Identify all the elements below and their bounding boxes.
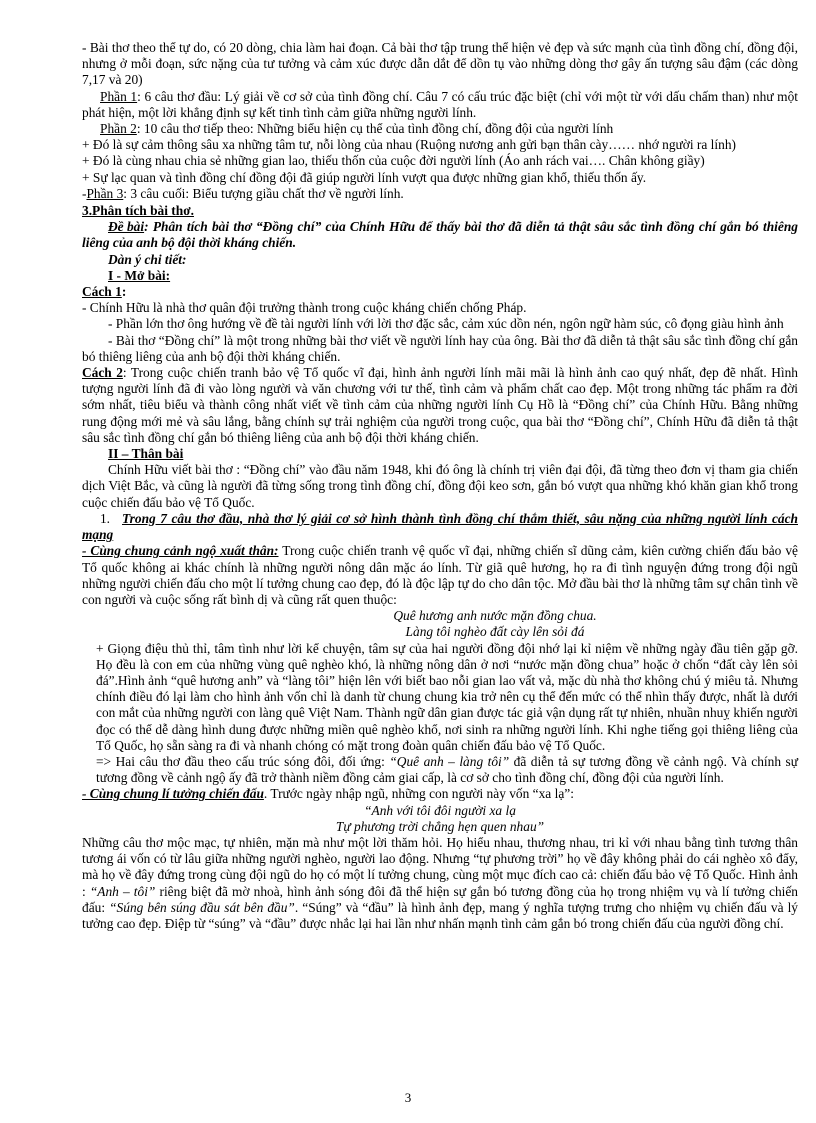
cc2-label: - Cùng chung lí tưởng chiến đấu: [82, 786, 264, 802]
cach1-colon: :: [121, 284, 127, 300]
debai: [82, 219, 798, 251]
part3-line: [82, 186, 798, 202]
cach1-label: Cách 1: [82, 284, 122, 300]
final-paragraph: [82, 835, 798, 932]
bullet-2: + Đó là cùng nhau chia sẻ những gian lao, thiếu thốn của cuộc đời người lính (Áo anh rách vai…. Chân không giầy): [82, 153, 705, 169]
arrow-conclusion: [82, 754, 798, 786]
part2-label: Phần 2: [100, 121, 137, 137]
page-number: 3: [404, 1090, 412, 1105]
cach1-p1: - Chính Hữu là nhà thơ quân đội trưởng thành trong cuộc kháng chiến chống Pháp.: [82, 300, 527, 316]
cach1-p2: - Phần lớn thơ ông hướng về đề tài người lính với lời thơ đặc sắc, cảm xúc dồn nén, ngôn ngữ hàm súc, cô đọng giàu hình ảnh: [108, 316, 784, 332]
verse-line-4: Tự phương trời chẳng hẹn quen nhau”: [335, 818, 545, 834]
final-italic-2: “Súng bên súng đầu sát bên đầu”: [109, 899, 295, 915]
bullet-1: + Đó là sự cảm thông sâu xa những tâm tư, nỗi lòng của nhau (Ruộng nương anh gửi bạn thân cày…… nhớ người ra lính): [82, 137, 736, 153]
arrow-prefix: => Hai câu thơ đầu theo cấu trúc sóng đôi, đối ứng:: [96, 753, 390, 769]
cach2-text: : Trong cuộc chiến tranh bảo vệ Tổ quốc vĩ đại, hình ảnh người lính mãi mãi là hình ảnh cao quý nhất, đẹp đẽ nhất. Hình tượng người lính đã đi vào lòng người và văn chương với tư thế, tình cảm và phẩm chất cao đẹp. Một trong những tác phẩm ra đời sớm nhất, tiêu biểu và thành công nhất viết về tình cảm của những người lính Cụ Hồ là “Đồng chí” của Chính Hữu. Bằng những rung động mới mẻ và sâu lắng, bằng chính sự trải nghiệm của người trong cuộc, qua bài thơ “Đồng chí”, Chính Hữu đã diễn tả thật sâu sắc tình đồng chí gắn bó thiêng liêng của anh bộ đội thời kháng chiến.: [82, 365, 798, 445]
part3-text: : 3 câu cuối: Biểu tượng giầu chất thơ về người lính.: [123, 185, 404, 201]
part1-text: : 6 câu thơ đầu: Lý giải về cơ sở của tình đồng chí. Câu 7 có cấu trúc đặc biệt (chỉ với một từ với dấu chấm than) như một phát hiện, một lời khẳng định sự kết tinh tình cảm giữa những người lính.: [82, 88, 799, 120]
bullet-3: + Sự lạc quan và tình đồng chí đồng đội đã giúp người lính vượt qua được những gian khổ, thiếu thốn ấy.: [82, 169, 647, 185]
part3-prefix: -: [82, 185, 87, 201]
thanbai-heading: II – Thân bài: [108, 446, 184, 462]
verse-line-1: Quê hương anh nước mặn đồng chua.: [393, 608, 597, 624]
thanbai-p1: Chính Hữu viết bài thơ : “Đồng chí” vào đầu năm 1948, khi đó ông là chính trị viên đại đội, đã từng theo đơn vị tham gia chiến dịch Việt Bắc, và cũng là người đã từng sống trong tình đồng chí, đồng đội keo sơn, gắn bó vượt qua những khó khăn gian khổ trong cuộc chiến đấu bảo vệ Tổ Quốc.: [82, 462, 798, 510]
final-italic-1: “Anh – tôi”: [89, 883, 156, 899]
part2-line: [82, 121, 798, 137]
section-heading: 3.Phân tích bài thơ.: [82, 203, 194, 219]
final-a: Những câu thơ mộc mạc, tự nhiên, mặn mà như một lời thăm hỏi. Họ hiểu nhau, thương nhau, tri kỉ với nhau bằng tình tương thân tương ái vốn có từ lâu giữa những người nghèo, người lao động. Nhưng “tự phương trời” họ về đây không phải do cái nghèo xô đẩy, mà họ về đây đứng trong cùng đội ngũ do họ có một lí tưởng chung, cùng một mục đích cao cả: chiến đấu bảo vệ Tổ Quốc. Hình ảnh :: [82, 834, 798, 899]
item-1-text: Trong 7 câu thơ đầu, nhà thơ lý giải cơ sở hình thành tình đồng chí thắm thiết, sâu nặng của những người lính cách mạng: [82, 510, 798, 543]
part1-line: [82, 89, 798, 121]
intro-paragraph: - Bài thơ theo thể tự do, có 20 dòng, chia làm hai đoạn. Cả bài thơ tập trung thể hiện vẻ đẹp và sức mạnh của tình đồng chí, đồng đội, nhưng ở mỗi đoạn, sức nặng của tư tưởng và cảm xúc được dẫn dắt để dồn tụ vào những dòng thơ gây ấn tượng sâu đậm (các dòng 7,17 và 20): [82, 40, 798, 88]
arrow-italic: “Quê anh – làng tôi”: [389, 753, 510, 769]
cc1-label: - Cùng chung cảnh ngộ xuất thân:: [82, 543, 279, 559]
analysis-plus: + Giọng điệu thủ thỉ, tâm tình như lời kể chuyện, tâm sự của hai người đồng đội nhớ lại kỉ niệm về những ngày đầu tiên gặp gỡ. Họ đều là con em của những vùng quê nghèo khó, là những nông dân ở nơi “nước mặn đồng chua” hoặc ở chốn “đất cày lên sỏi đá”.Hình ảnh “quê hương anh” và “làng tôi” hiện lên với biết bao nỗi gian lao vất vả, mặc dù nhà thơ không chú ý miêu tả. Nhưng chính điều đó lại làm cho hình ảnh vốn chỉ là danh từ chung chung kia trở nên cụ thể đến mức có thể nhìn thấy được, nhất là dưới con mắt của những người con làng quê Việt Nam. Thành ngữ dân gian được tác giả vận dụng rất tự nhiên, nhuần nhuỵ khiến người đọc có thể dễ dàng hình dung được những miền quê nghèo khổ, nơi sinh ra những người lính. Khi nghe tiếng gọi thiêng liêng của Tổ Quốc, họ sẵn sàng ra đi và nhanh chóng có mặt trong đoàn quân chiến đấu bảo vệ Tổ Quốc.: [96, 640, 798, 753]
cach2-paragraph: [82, 365, 798, 446]
cc1-paragraph: [82, 543, 798, 608]
part3-label: Phần 3: [86, 185, 124, 201]
part2-text: : 10 câu thơ tiếp theo: Những biểu hiện cụ thể của tình đồng chí, đồng đội của người lính: [136, 121, 614, 137]
verse-line-2: Làng tôi nghèo đất cày lên sỏi đá: [405, 624, 585, 640]
item-1-number: 1.: [99, 510, 110, 526]
cach1-line: [82, 284, 798, 300]
debai-text: : Phân tích bài thơ “Đồng chí” của Chính Hữu để thấy bài thơ đã diễn tả thật sâu sắc tình đồng chí gắn bó thiêng liêng của anh bộ đội thời kháng chiến.: [82, 219, 798, 251]
item-1: [82, 511, 798, 543]
cach2-label: Cách 2: [82, 365, 123, 381]
outline-heading: Dàn ý chi tiết:: [108, 251, 187, 267]
cc2-text: . Trước ngày nhập ngũ, những con người này vốn “xa lạ”:: [263, 786, 574, 802]
final-b: riêng biệt đã mờ nhoà, hình ảnh sóng đôi đã thể hiện sự gắn bó tương đồng của họ trong nhiệm vụ và lí tưởng chiến đấu:: [82, 883, 799, 915]
verse-line-3: “Anh với tôi đôi người xa lạ: [364, 802, 516, 818]
document-page: [82, 40, 798, 932]
mobai-heading: I - Mở bài:: [108, 267, 171, 283]
cc2-line: [82, 786, 798, 802]
arrow-suffix: đã diễn tả sự tương đồng về cảnh ngộ. Và chính sự tương đồng về cảnh ngộ ấy đã trở thành niềm đồng cảm giai cấp, là cơ sở cho tình đồng chí, đồng đội của người lính.: [96, 753, 798, 786]
part1-label: Phần 1: [100, 88, 138, 104]
cach1-p3: - Bài thơ “Đồng chí” là một trong những bài thơ viết về người lính hay của ông. Bài thơ đã diễn tả thật sâu sắc tình đồng chí gắn bó thiêng liêng của anh bộ đội thời kháng chiến.: [82, 332, 798, 364]
cc1-text: Trong cuộc chiến tranh vệ quốc vĩ đại, những chiến sĩ dũng cảm, kiên cường chiến đấu bảo vệ Tổ quốc không ai khác chính là những người nông dân mặc áo lính. Từ giã quê hương, họ ra đi tình nguyện đứng trong đội ngũ những người chiến đấu cho một lí tưởng chung cao đẹp, đó là độc lập tự do cho dân tộc. Mở đầu bài thơ là những tâm sự chân tình về con người và cuộc sống rất bình dị và cũng rất quen thuộc:: [82, 543, 798, 607]
final-c: . “Súng” và “đầu” là hình ảnh đẹp, mang ý nghĩa tượng trưng cho nhiệm vụ chiến đấu và lý tưởng cao đẹp. Điệp từ “súng” và “đầu” được nhắc lại hai lần như nhấn mạnh tình cảm gắn bó trong chiến đấu của người đồng chí.: [82, 899, 798, 931]
debai-label: Đề bài: [108, 219, 145, 235]
